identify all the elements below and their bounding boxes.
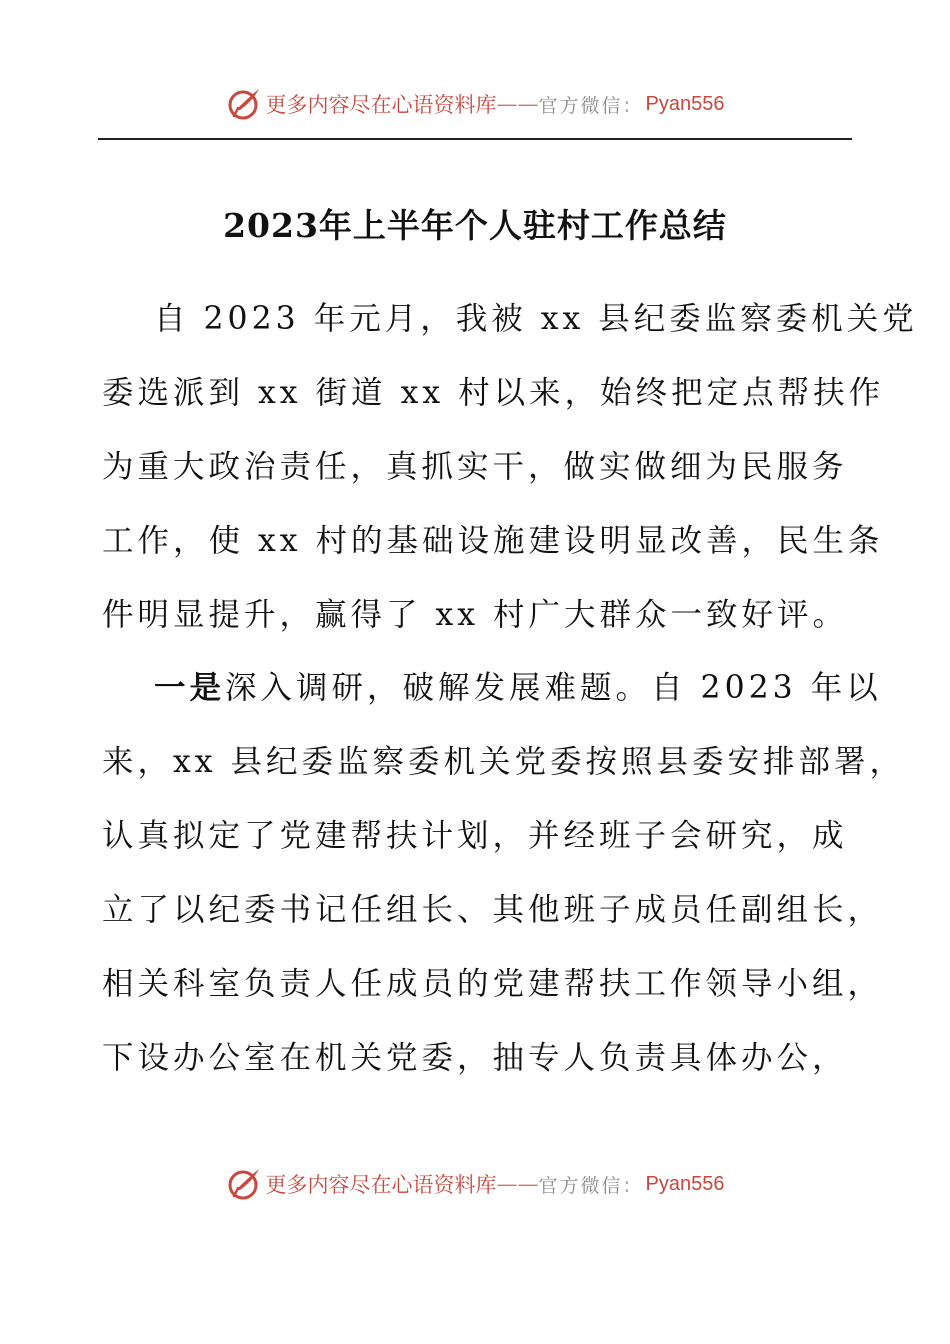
watermark-separator: —— bbox=[496, 1172, 539, 1196]
text-line: 下设办公室在机关党委，抽专人负责具体办公， bbox=[102, 1040, 848, 1076]
watermark-wechat-label: 官方微信： bbox=[538, 1174, 644, 1197]
text-line: 自 2023 年元月，我被 xx 县纪委监察委机关党 bbox=[154, 301, 918, 337]
quill-logo-icon bbox=[226, 86, 262, 122]
paragraph-intro bbox=[102, 282, 918, 652]
watermark-wechat-id: Pyan556 bbox=[645, 92, 725, 115]
footer-watermark bbox=[0, 1164, 950, 1204]
text-line: 为重大政治责任，真抓实干，做实做细为民服务 bbox=[102, 449, 848, 485]
point-heading-text: 深入调研，破解发展难题。自 2023 年以 bbox=[225, 670, 882, 706]
text-line: 来，xx 县纪委监察委机关党委按照县委安排部署， bbox=[102, 744, 906, 780]
text-line: 工作，使 xx 村的基础设施建设明显改善，民生条 bbox=[102, 523, 884, 559]
paragraph-point-one bbox=[102, 651, 906, 1095]
point-lead: 一是 bbox=[154, 669, 226, 706]
text-line: 立了以纪委书记任组长、其他班子成员任副组长， bbox=[102, 892, 884, 928]
header-watermark bbox=[0, 84, 950, 124]
watermark-wechat-id: Pyan556 bbox=[645, 1172, 725, 1195]
header-divider bbox=[98, 138, 852, 140]
watermark-wechat-label: 官方微信： bbox=[538, 94, 644, 117]
text-line: 相关科室负责人任成员的党建帮扶工作领导小组， bbox=[102, 966, 884, 1002]
text-line bbox=[102, 651, 882, 725]
document-title: 2023年上半年个人驻村工作总结 bbox=[223, 206, 727, 245]
text-line: 委选派到 xx 街道 xx 村以来，始终把定点帮扶作 bbox=[102, 375, 885, 411]
text-line: 认真拟定了党建帮扶计划，并经班子会研究，成 bbox=[102, 818, 848, 854]
watermark-text: 更多内容尽在心语资料库 bbox=[265, 1173, 497, 1197]
text-line: 件明显提升，赢得了 xx 村广大群众一致好评。 bbox=[102, 597, 849, 633]
quill-logo-icon bbox=[226, 1166, 262, 1202]
watermark-separator: —— bbox=[496, 92, 539, 116]
watermark-text: 更多内容尽在心语资料库 bbox=[265, 93, 497, 117]
